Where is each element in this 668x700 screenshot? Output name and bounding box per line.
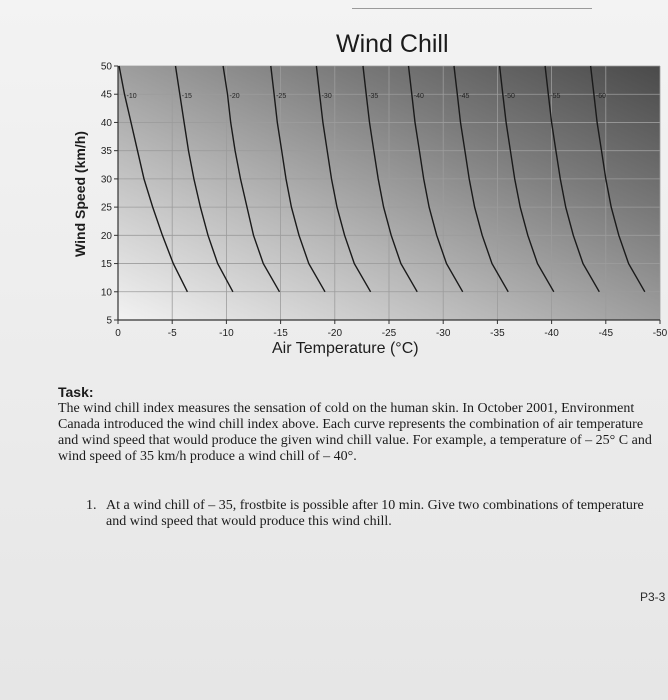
- x-tick-label-9: -45: [598, 328, 614, 339]
- y-axis-title: Wind Speed (km/h): [72, 131, 88, 257]
- y-tick-label-6: 35: [100, 146, 112, 158]
- x-tick-label-3: -15: [273, 328, 288, 339]
- curve-label--30: -30: [321, 93, 332, 101]
- curve-label--40: -40: [413, 93, 424, 101]
- curve-label--55: -55: [550, 93, 561, 101]
- curve-label--25: -25: [276, 93, 287, 101]
- curve-label--20: -20: [229, 93, 240, 101]
- task-paragraph: The wind chill index measures the sensation of cold on the human skin. In October 2001, Environment Canada introduced the wind chill index above. Each curve represents the combination of air temperature and wind speed that would produce the given wind chill value. For example, a temperature of – 25° C and wind speed of 35 km/h produce a wind chill of – 40°.: [58, 401, 652, 464]
- y-tick-label-4: 25: [100, 202, 112, 214]
- x-tick-label-5: -25: [381, 328, 397, 339]
- curve-label--15: -15: [181, 93, 192, 101]
- x-tick-label-10: -50: [652, 328, 668, 339]
- curve-label--35: -35: [368, 93, 379, 101]
- y-tick-label-1: 10: [100, 287, 112, 299]
- y-tick-label-5: 30: [100, 174, 112, 186]
- curve-label--50: -50: [504, 93, 515, 101]
- x-axis-title: Air Temperature (°C): [272, 340, 419, 357]
- x-tick-label-4: -20: [327, 328, 343, 339]
- x-tick-label-0: 0: [115, 328, 121, 339]
- y-tick-label-9: 50: [100, 61, 112, 73]
- y-tick-label-7: 40: [100, 117, 112, 129]
- curve-label--60: -60: [595, 93, 607, 101]
- x-tick-label-1: -5: [167, 328, 177, 339]
- x-ticks: [115, 320, 667, 339]
- page-number: P3-3: [640, 590, 666, 604]
- x-tick-label-7: -35: [490, 328, 505, 339]
- y-tick-label-3: 20: [100, 230, 112, 242]
- y-ticks: [101, 62, 118, 327]
- y-tick-label-8: 45: [100, 89, 112, 101]
- y-tick-label-2: 15: [100, 259, 112, 271]
- x-tick-label-6: -30: [435, 328, 451, 339]
- x-tick-label-2: -10: [219, 328, 234, 339]
- curve-label--45: -45: [459, 93, 470, 101]
- x-tick-label-8: -40: [544, 328, 559, 339]
- question-text: At a wind chill of – 35, frostbite is possible after 10 min. Give two combinations of temperature and wind speed that would produce this wind chill.: [106, 498, 644, 529]
- curve-label--10: -10: [126, 93, 137, 101]
- y-tick-label-0: 5: [106, 315, 112, 327]
- chart-title: Wind Chill: [336, 30, 449, 58]
- question-number: 1.: [86, 498, 97, 513]
- task-heading: Task:: [58, 384, 94, 400]
